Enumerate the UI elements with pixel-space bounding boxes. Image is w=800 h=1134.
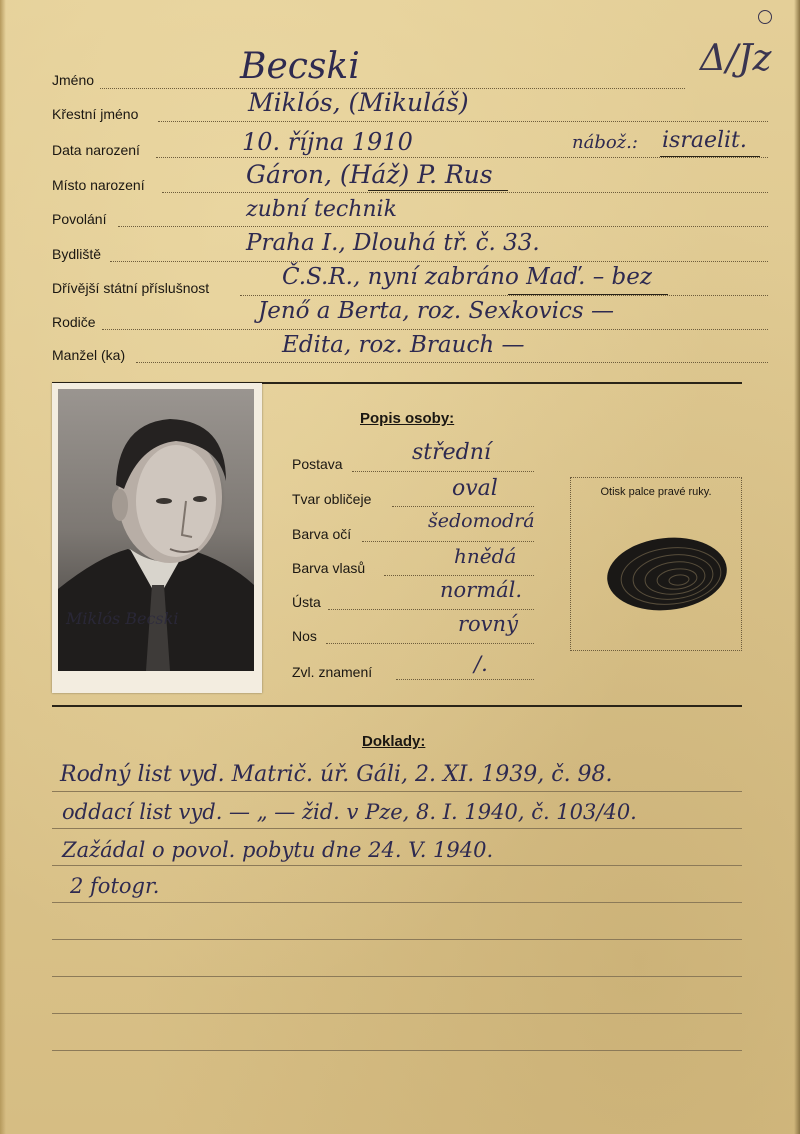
doc-rule-4	[52, 902, 742, 903]
religion-underline	[660, 156, 760, 157]
build-dots	[352, 471, 534, 472]
mouth-dots	[328, 609, 534, 610]
face-value: oval	[452, 476, 498, 501]
birthplace-label: Místo narození	[52, 177, 145, 193]
marks-label: Zvl. znamení	[292, 664, 373, 680]
right-page-edge	[794, 0, 800, 1134]
birth-date-value: 10. října 1910	[242, 128, 413, 156]
thumbprint-label: Otisk palce pravé ruky.	[600, 486, 712, 498]
hair-dots	[384, 575, 534, 576]
residence-label: Bydliště	[52, 246, 102, 262]
eyes-dots	[362, 541, 534, 542]
birth-date-dots	[156, 157, 768, 158]
doc-rule-6	[52, 976, 742, 977]
marks-value: /.	[474, 652, 488, 676]
parents-label: Rodiče	[52, 314, 96, 330]
thumbprint-box	[570, 477, 742, 651]
description-heading: Popis osoby:	[360, 410, 455, 427]
religion-prefix: nábož.:	[572, 132, 638, 153]
parents-value: Jenő a Berta, roz. Sexkovics —	[258, 298, 614, 324]
hair-value: hnědá	[454, 544, 517, 568]
documents-line-4: 2 fotogr.	[70, 874, 160, 898]
birthplace-dots	[162, 192, 768, 193]
corner-circle	[758, 10, 772, 24]
section-divider-middle	[52, 705, 742, 707]
birthplace-underline	[368, 190, 508, 191]
portrait-photo	[52, 383, 262, 693]
eyes-label: Barva očí	[292, 526, 352, 542]
birth-date-label: Data narození	[52, 142, 140, 158]
former-citizenship-dots	[240, 295, 768, 296]
given-name-dots	[158, 121, 768, 122]
documents-heading: Doklady:	[362, 733, 426, 750]
eyes-value: šedomodrá	[428, 510, 535, 532]
given-name-label: Křestní jméno	[52, 106, 139, 122]
face-dots	[392, 506, 534, 507]
doc-rule-2	[52, 828, 742, 829]
documents-line-1: Rodný list vyd. Matrič. úř. Gáli, 2. XI. 1939, č. 98.	[60, 762, 613, 787]
mouth-value: normál.	[440, 578, 523, 602]
former-citizenship-value: Č.S.R., nyní zabráno Maď. – bez	[282, 264, 652, 290]
nose-dots	[326, 643, 534, 644]
surname-value: Becski	[240, 46, 360, 87]
thumbprint-icon	[571, 478, 741, 650]
doc-rule-3	[52, 865, 742, 866]
surname-label: Jméno	[52, 72, 95, 88]
documents-line-2: oddací list vyd. — „ — žid. v Pze, 8. I. 1940, č. 103/40.	[62, 800, 637, 824]
mouth-label: Ústa	[292, 594, 321, 610]
occupation-label: Povolání	[52, 211, 107, 227]
doc-rule-1	[52, 791, 742, 792]
residence-value: Praha I., Dlouhá tř. č. 33.	[246, 230, 540, 256]
nose-label: Nos	[292, 628, 317, 644]
doc-rule-7	[52, 1013, 742, 1014]
birthplace-value: Gáron, (Háž) P. Rus	[246, 160, 493, 189]
build-value: střední	[412, 440, 491, 465]
citizenship-underline	[508, 294, 668, 295]
given-name-value: Miklós, (Mikuláš)	[248, 88, 469, 117]
spouse-value: Edita, roz. Brauch —	[282, 332, 525, 358]
marks-dots	[396, 679, 534, 680]
doc-rule-8	[52, 1050, 742, 1051]
religion-value: israelit.	[662, 128, 747, 153]
spouse-dots	[136, 362, 768, 363]
former-citizenship-label: Dřívější státní příslušnost	[52, 280, 210, 296]
face-label: Tvar obličeje	[292, 491, 372, 507]
documents-line-3: Zažádal o povol. pobytu dne 24. V. 1940.	[62, 838, 494, 862]
hair-label: Barva vlasů	[292, 560, 366, 576]
parents-dots	[102, 329, 768, 330]
build-label: Postava	[292, 456, 343, 472]
doc-rule-5	[52, 939, 742, 940]
photo-signature: Miklós Becski	[66, 609, 179, 628]
occupation-value: zubní technik	[246, 197, 397, 222]
top-right-mark: Δ/Jz	[700, 38, 772, 79]
nose-value: rovný	[458, 612, 518, 636]
left-page-edge	[0, 0, 6, 1134]
occupation-dots	[118, 226, 768, 227]
portrait-image	[58, 389, 254, 671]
portrait-figure	[58, 389, 254, 671]
residence-dots	[110, 261, 768, 262]
spouse-label: Manžel (ka)	[52, 347, 126, 363]
